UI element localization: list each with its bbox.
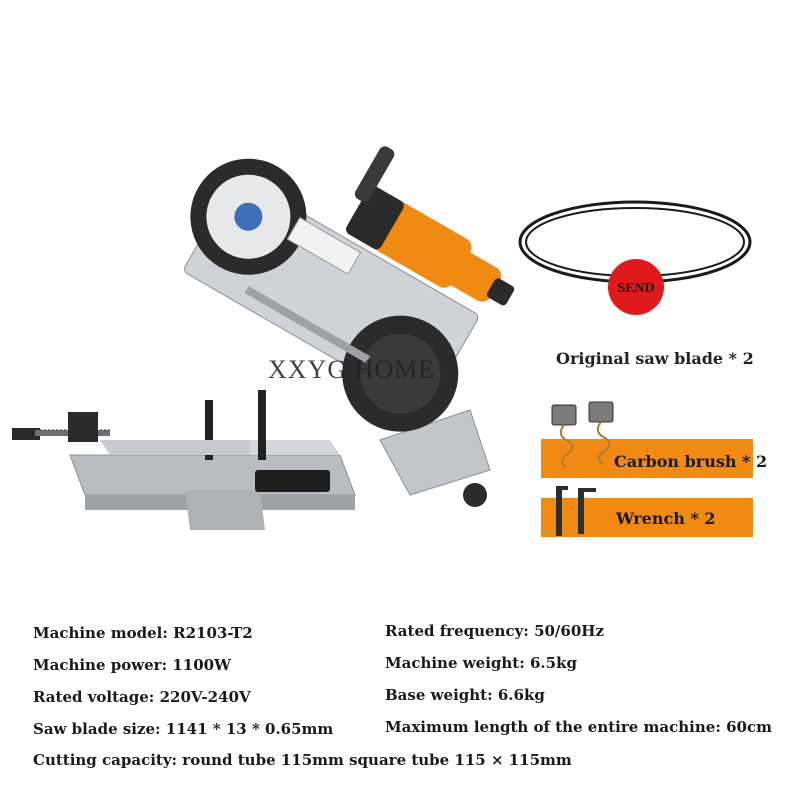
wrench-icon (548, 480, 608, 540)
wrench-label: Wrench * 2 (616, 509, 716, 528)
band-saw-image (0, 110, 520, 530)
spec-cutting-capacity: Cutting capacity: round tube 115mm square tube 115 × 115mm (33, 751, 572, 769)
vise-screw (12, 412, 110, 442)
carbon-brush-label: Carbon brush * 2 (614, 452, 768, 471)
watermark-text: XXYG HOME (268, 355, 436, 384)
spec-machine-model: Machine model: R2103-T2 (33, 624, 253, 642)
spec-rated-voltage: Rated voltage: 220V-240V (33, 688, 251, 706)
spec-saw-blade-size: Saw blade size: 1141 * 13 * 0.65mm (33, 720, 334, 738)
spec-base-weight: Base weight: 6.6kg (385, 686, 545, 704)
send-badge-label: SEND (617, 281, 655, 296)
spec-machine-power: Machine power: 1100W (33, 656, 231, 674)
vise-jaws (100, 390, 266, 460)
blade-caption: Original saw blade * 2 (556, 349, 754, 368)
spec-max-length: Maximum length of the entire machine: 60cm (385, 718, 772, 736)
saw-blade-image (515, 195, 760, 325)
spec-rated-frequency: Rated frequency: 50/60Hz (385, 622, 604, 640)
spec-machine-weight: Machine weight: 6.5kg (385, 654, 577, 672)
saw-head (139, 110, 520, 453)
